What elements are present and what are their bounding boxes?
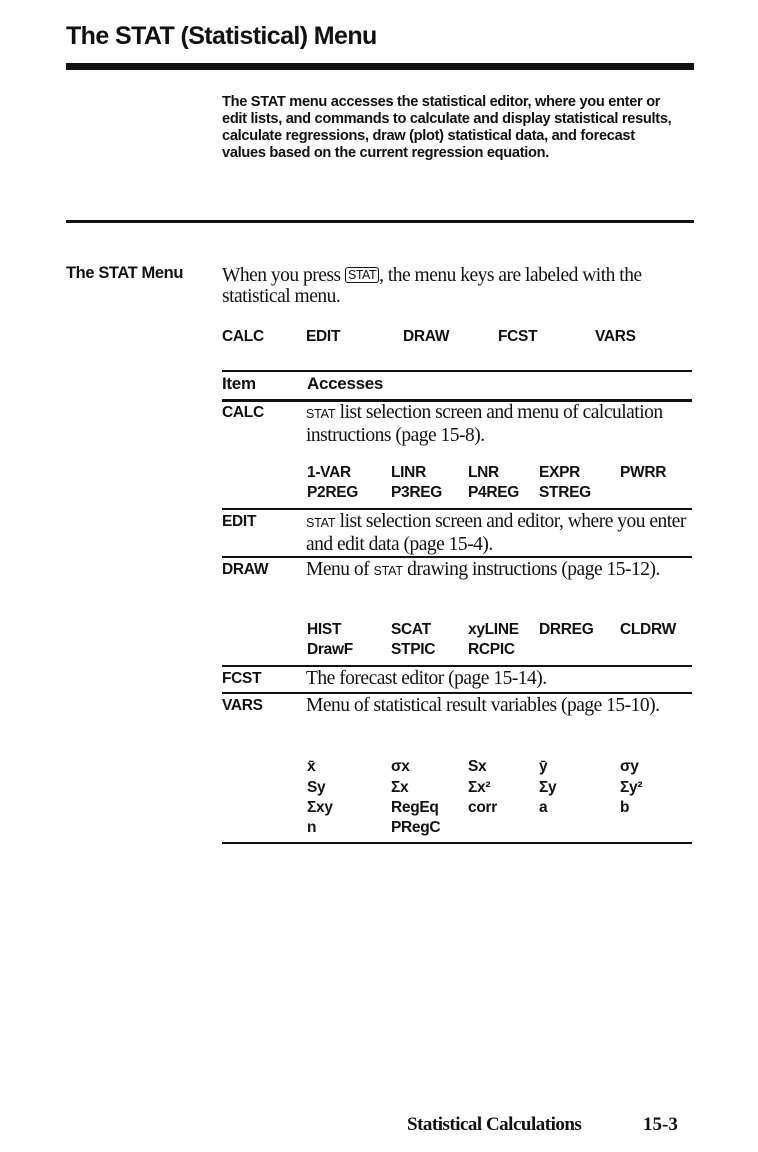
vars-sub-b: b	[620, 799, 630, 816]
desc-vars: Menu of statistical result variables (page 15-10).	[306, 695, 660, 716]
vars-sub-sum-y2: Σy²	[620, 779, 643, 796]
item-edit: EDIT	[222, 513, 257, 530]
table-top-rule	[222, 370, 692, 372]
row-rule-fcst	[222, 692, 692, 694]
row-rule-draw	[222, 665, 692, 667]
stat-label: STAT	[306, 516, 336, 530]
vars-sub-sx: Sx	[468, 758, 487, 775]
menu-key-fcst: FCST	[498, 328, 538, 345]
draw-sub-drreg: DRREG	[539, 621, 594, 638]
top-rule	[66, 63, 694, 70]
calc-sub-p4reg: P4REG	[468, 484, 520, 501]
item-draw: DRAW	[222, 561, 269, 578]
page-title: The STAT (Statistical) Menu	[66, 22, 377, 50]
header-item: Item	[222, 374, 256, 393]
stat-label: STAT	[373, 564, 403, 578]
desc-calc-text: list selection screen and menu of calculation instructions (page 15-8).	[306, 402, 663, 446]
calc-sub-pwrr: PWRR	[620, 464, 667, 481]
calc-sub-streg: STREG	[539, 484, 591, 501]
vars-sub-sum-xy: Σxy	[307, 799, 333, 816]
item-calc: CALC	[222, 404, 264, 421]
draw-sub-cldrw: CLDRW	[620, 621, 676, 638]
vars-sub-sy: Sy	[307, 779, 326, 796]
para-text-before: When you press	[222, 265, 346, 286]
draw-sub-drawf: DrawF	[307, 641, 353, 658]
item-vars: VARS	[222, 697, 263, 714]
desc-draw	[306, 559, 692, 582]
calc-sub-lnr: LNR	[468, 464, 499, 481]
vars-sub-n: n	[307, 819, 317, 836]
table-bottom-rule	[222, 842, 692, 844]
vars-sub-a: a	[539, 799, 548, 816]
vars-sub-sum-y: Σy	[539, 779, 557, 796]
vars-sub-corr: corr	[468, 799, 497, 816]
menu-key-edit: EDIT	[306, 328, 341, 345]
vars-sub-sigma-x: σx	[391, 758, 410, 775]
stat-label: STAT	[306, 407, 336, 421]
desc-calc	[306, 402, 692, 446]
draw-sub-scat: SCAT	[391, 621, 431, 638]
section-rule	[66, 220, 694, 223]
calc-sub-linr: LINR	[391, 464, 426, 481]
draw-sub-hist: HIST	[307, 621, 342, 638]
vars-sub-regeq: RegEq	[391, 799, 439, 816]
desc-fcst: The forecast editor (page 15-14).	[306, 668, 547, 689]
vars-sub-xbar: x̄	[307, 758, 316, 775]
calc-sub-1-var: 1-VAR	[307, 464, 351, 481]
desc-draw-text: drawing instructions (page 15-12).	[402, 559, 660, 580]
desc-draw-before: Menu of	[306, 559, 374, 580]
menu-key-calc: CALC	[222, 328, 264, 345]
intro-paragraph: The STAT menu accesses the statistical editor, where you enter or edit lists, and commands to calculate and display statistical results, calculate regressions, draw (plot) statistical data, and forecast values based on the current regression equation.	[222, 94, 672, 161]
draw-sub-rcpic: RCPIC	[468, 641, 515, 658]
menu-key-draw: DRAW	[403, 328, 450, 345]
section-paragraph	[222, 265, 692, 307]
stat-key: STAT	[345, 267, 379, 283]
vars-sub-sum-x: Σx	[391, 779, 409, 796]
desc-edit	[306, 511, 692, 555]
row-rule-calc	[222, 508, 692, 510]
vars-sub-pregc: PRegC	[391, 819, 441, 836]
calc-sub-expr: EXPR	[539, 464, 581, 481]
vars-sub-ybar: ȳ	[539, 758, 548, 775]
calc-sub-p2reg: P2REG	[307, 484, 359, 501]
section-heading: The STAT Menu	[66, 264, 184, 282]
vars-sub-sigma-y: σy	[620, 758, 639, 775]
footer-chapter: Statistical Calculations	[407, 1114, 582, 1135]
calc-sub-p3reg: P3REG	[391, 484, 443, 501]
desc-edit-text: list selection screen and editor, where you enter and edit data (page 15-4).	[306, 511, 686, 555]
menu-key-vars: VARS	[595, 328, 636, 345]
draw-sub-xyline: xyLINE	[468, 621, 519, 638]
header-accesses: Accesses	[307, 374, 384, 393]
para-text-after: , the menu keys are labeled with the statistical menu.	[222, 265, 642, 307]
vars-sub-sum-x2: Σx²	[468, 779, 491, 796]
footer-page-number: 15-3	[643, 1114, 678, 1135]
item-fcst: FCST	[222, 670, 262, 687]
row-rule-edit	[222, 556, 692, 558]
draw-sub-stpic: STPIC	[391, 641, 436, 658]
